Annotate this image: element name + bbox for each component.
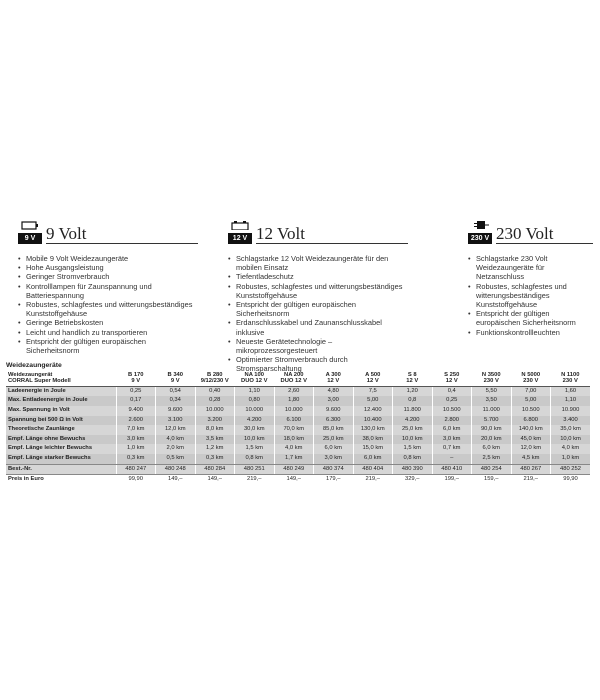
table-cell: 4.200	[393, 416, 433, 426]
table-cell: 1,20	[393, 386, 433, 396]
table-cell: 12.400	[353, 406, 393, 416]
table-cell: 45,0 km	[511, 435, 551, 445]
table-cell: 10,0 km	[393, 435, 433, 445]
model-name: B 340	[167, 372, 183, 378]
voltage-tag: 12 V	[228, 233, 252, 244]
table-cell: 480 251	[235, 464, 275, 475]
table-cell: 0,17	[116, 396, 156, 406]
list-item: • Hohe Ausgangsleistung	[18, 263, 198, 272]
table-cell: 2,60	[274, 386, 314, 396]
feature-list	[18, 254, 198, 355]
model-name: N 3500	[481, 372, 501, 378]
table-cell: 480 267	[511, 464, 551, 475]
table-cell: 70,0 km	[274, 425, 314, 435]
model-name: NA 100	[244, 372, 264, 378]
table-cell: 0,40	[195, 386, 235, 396]
table-row	[6, 435, 590, 445]
table-cell: 12,0 km	[156, 425, 196, 435]
model-name: N 1100	[561, 372, 580, 378]
table-cell: 10.000	[235, 406, 275, 416]
table-row	[6, 444, 590, 454]
list-item: • Entspricht der gültigen europäischen Sicherheitsnorm	[468, 309, 593, 327]
table-cell: 10.900	[551, 406, 591, 416]
table-cell: 4,0 km	[551, 444, 591, 454]
table-cell: 4.200	[235, 416, 275, 426]
table-row	[6, 475, 590, 485]
header-label	[6, 371, 116, 386]
table-cell: 130,0 km	[353, 425, 393, 435]
model-voltage: 9 V	[131, 378, 141, 385]
table-cell: 0,80	[235, 396, 275, 406]
table-cell: 20,0 km	[472, 435, 512, 445]
table-cell: 0,3 km	[116, 454, 156, 464]
plug-icon	[468, 218, 492, 244]
table-cell: 149,–	[274, 475, 314, 485]
table-cell: 10.000	[274, 406, 314, 416]
table-row	[6, 396, 590, 406]
table-cell: 140,0 km	[511, 425, 551, 435]
table-cell: 0,8 km	[393, 454, 433, 464]
table-cell: 2,0 km	[156, 444, 196, 454]
table-cell: 149,–	[156, 475, 196, 485]
model-voltage: 230 V	[562, 378, 578, 385]
list-item: • Kontrolllampen für Zaunspannung und Batteriespannung	[18, 282, 198, 300]
model-voltage: 12 V	[445, 378, 458, 385]
table-cell: 10.000	[195, 406, 235, 416]
list-item: • Schlagstarke 230 Volt Weidezaungeräte für Netzanschluss	[468, 254, 593, 282]
list-item: • Geringer Stromverbrauch	[18, 272, 198, 281]
model-header	[551, 371, 591, 386]
table-cell: 3,0 km	[116, 435, 156, 445]
table-cell: 10.400	[353, 416, 393, 426]
table-cell: 10.500	[511, 406, 551, 416]
table-cell: 11.800	[393, 406, 433, 416]
table-cell: 1,7 km	[274, 454, 314, 464]
table-cell: 15,0 km	[353, 444, 393, 454]
model-name: N 5000	[521, 372, 541, 378]
model-name: NA 200	[284, 372, 304, 378]
table-cell: 90,0 km	[472, 425, 512, 435]
row-label: Empf. Länge starker Bewuchs	[6, 454, 116, 464]
column-header	[228, 214, 408, 244]
header-label-line: Weidezaungerät	[8, 372, 53, 378]
model-name: B 170	[128, 372, 144, 378]
table-cell: 480 254	[472, 464, 512, 475]
table-cell: 1,0 km	[116, 444, 156, 454]
table-cell: 25,0 km	[314, 435, 354, 445]
list-item: • Schlagstarke 12 Volt Weidezaungeräte für den mobilen Einsatz	[228, 254, 408, 272]
model-name: A 300	[325, 372, 341, 378]
model-name: S 250	[444, 372, 460, 378]
table-cell: 0,3 km	[195, 454, 235, 464]
table-cell: 6.800	[511, 416, 551, 426]
model-header	[235, 371, 275, 386]
model-voltage: 9/12/230 V	[200, 378, 229, 385]
model-header	[314, 371, 354, 386]
table-cell: 35,0 km	[551, 425, 591, 435]
row-label: Preis in Euro	[8, 476, 44, 483]
table-cell: 179,–	[314, 475, 354, 485]
table-cell: 5.700	[472, 416, 512, 426]
car-battery-icon	[228, 218, 252, 244]
column-header	[18, 214, 198, 244]
model-name: A 500	[365, 372, 381, 378]
column-230-volt	[468, 214, 593, 337]
model-voltage: 12 V	[327, 378, 340, 385]
table-cell: 480 249	[274, 464, 314, 475]
table-cell: 1,10	[235, 386, 275, 396]
table-cell: 2.800	[432, 416, 472, 426]
table-cell: 6.100	[274, 416, 314, 426]
table-cell: 0,25	[116, 386, 156, 396]
table-cell: 9.600	[156, 406, 196, 416]
column-title: 230 Volt	[496, 225, 593, 244]
table-cell: 5,00	[511, 396, 551, 406]
model-voltage: 230 V	[523, 378, 539, 385]
table-cell: 7,00	[511, 386, 551, 396]
list-item: • Optimierter Stromverbrauch durch Stromsparschaltung	[228, 355, 408, 373]
table-cell: 25,0 km	[393, 425, 433, 435]
table-row	[6, 416, 590, 426]
table-cell: 149,–	[195, 475, 235, 485]
row-label: Empf. Länge ohne Bewuchs	[6, 435, 116, 445]
table-cell: 4,80	[314, 386, 354, 396]
header-label-line: CORRAL Super Modell	[8, 378, 71, 385]
model-header	[156, 371, 196, 386]
table-cell: 480 248	[156, 464, 196, 475]
row-label: Best.-Nr.	[6, 464, 116, 475]
table-header-row	[6, 371, 590, 386]
model-header	[353, 371, 393, 386]
table-cell: 3,5 km	[195, 435, 235, 445]
model-header	[472, 371, 512, 386]
row-label: Ladeenergie in Joule	[6, 386, 116, 396]
list-item: • Leicht und handlich zu transportieren	[18, 328, 198, 337]
table-cell: –	[432, 454, 472, 464]
table-cell: 1,5 km	[235, 444, 275, 454]
table-cell: 480 252	[551, 464, 591, 475]
table-cell: 7,0 km	[116, 425, 156, 435]
table-cell: 6,0 km	[472, 444, 512, 454]
voltage-tag: 9 V	[18, 233, 42, 244]
table-row	[6, 386, 590, 396]
row-label: Spannung bei 500 Ω in Volt	[6, 416, 116, 426]
table-cell: 0,8	[393, 396, 433, 406]
table-cell: 5,50	[472, 386, 512, 396]
table-cell: 85,0 km	[314, 425, 354, 435]
table-row	[6, 425, 590, 435]
table-cell: 4,0 km	[156, 435, 196, 445]
table-cell: 9.400	[116, 406, 156, 416]
table-cell: 99,90	[551, 475, 591, 485]
table-cell: 0,25	[432, 396, 472, 406]
list-item: • Tiefentladeschutz	[228, 272, 408, 281]
table-cell: 3,0 km	[432, 435, 472, 445]
table-cell: 1,10	[551, 396, 591, 406]
table-cell: 30,0 km	[235, 425, 275, 435]
table-cell: 9.600	[314, 406, 354, 416]
table-cell: 1,0 km	[551, 454, 591, 464]
list-item: • Robustes, schlagfestes und witterungsbeständiges Kunststoffgehäuse	[468, 282, 593, 310]
table-cell: 18,0 km	[274, 435, 314, 445]
table-cell: 0,7 km	[432, 444, 472, 454]
table-body	[6, 386, 590, 484]
table-cell: 99,90	[116, 475, 156, 485]
column-title: 9 Volt	[46, 225, 198, 244]
list-item: • Robustes, schlagfestes und witterungsbeständiges Kunststoffgehäuse	[18, 300, 198, 318]
table-cell: 10.500	[432, 406, 472, 416]
table-cell: 480 404	[353, 464, 393, 475]
table-cell: 1,2 km	[195, 444, 235, 454]
model-voltage: 12 V	[406, 378, 419, 385]
table-cell: 4,0 km	[274, 444, 314, 454]
model-voltage: 230 V	[483, 378, 499, 385]
table-cell: 6,0 km	[314, 444, 354, 454]
table-cell: 3.400	[551, 416, 591, 426]
column-title: 12 Volt	[256, 225, 408, 244]
table-cell: 6,0 km	[432, 425, 472, 435]
table-cell: 2.600	[116, 416, 156, 426]
model-header	[116, 371, 156, 386]
list-item: • Erdanschlusskabel und Zaunanschlusskabel inklusive	[228, 318, 408, 336]
table-cell: 3.100	[156, 416, 196, 426]
table-cell: 0,8 km	[235, 454, 275, 464]
column-header	[468, 214, 593, 244]
table-cell: 6.300	[314, 416, 354, 426]
table-cell: 8,0 km	[195, 425, 235, 435]
table-row	[6, 406, 590, 416]
table-cell: 199,–	[432, 475, 472, 485]
table-cell: 3,00	[314, 396, 354, 406]
table-cell: 3.200	[195, 416, 235, 426]
spec-table-section	[6, 362, 590, 485]
table-caption: Weidezaungeräte	[6, 362, 62, 369]
table-cell: 480 390	[393, 464, 433, 475]
table-cell: 219,–	[353, 475, 393, 485]
table-cell: 12,0 km	[511, 444, 551, 454]
table-cell: 1,5 km	[393, 444, 433, 454]
list-item: • Entspricht der gültigen europäischen Sicherheitsnorm	[228, 300, 408, 318]
row-label: Max. Entladeenergie in Joule	[6, 396, 116, 406]
table-cell: 219,–	[511, 475, 551, 485]
table-cell: 10,0 km	[551, 435, 591, 445]
model-name: B 280	[207, 372, 223, 378]
model-voltage: 9 V	[170, 378, 180, 385]
list-item: • Funktionskontrollleuchten	[468, 328, 593, 337]
table-cell: 4,5 km	[511, 454, 551, 464]
list-item: • Mobile 9 Volt Weidezaungeräte	[18, 254, 198, 263]
row-label: Theoretische Zaunlänge	[6, 425, 116, 435]
feature-list	[228, 254, 408, 374]
battery-icon	[18, 218, 42, 244]
table-cell: 0,54	[156, 386, 196, 396]
model-header	[393, 371, 433, 386]
feature-list	[468, 254, 593, 337]
row-label: Max. Spannung in Volt	[6, 406, 116, 416]
model-voltage: DUO 12 V	[280, 378, 307, 385]
table-cell: 7,5	[353, 386, 393, 396]
model-voltage: 12 V	[366, 378, 379, 385]
table-cell: 219,–	[235, 475, 275, 485]
table-cell: 3,0 km	[314, 454, 354, 464]
table-cell: 480 284	[195, 464, 235, 475]
model-header	[432, 371, 472, 386]
table-cell: 0,4	[432, 386, 472, 396]
spec-table	[6, 371, 590, 485]
model-voltage: DUO 12 V	[241, 378, 268, 385]
table-cell: 0,34	[156, 396, 196, 406]
table-row	[6, 454, 590, 464]
table-cell: 1,60	[551, 386, 591, 396]
table-cell: 5,00	[353, 396, 393, 406]
model-name: S 8	[407, 372, 417, 378]
model-header	[511, 371, 551, 386]
list-item: • Neueste Gerätetechnologie – mikroprozessorgesteuert	[228, 337, 408, 355]
table-cell: 38,0 km	[353, 435, 393, 445]
table-cell: 3,50	[472, 396, 512, 406]
table-cell: 1,80	[274, 396, 314, 406]
table-cell: 329,–	[393, 475, 433, 485]
table-cell: 11.000	[472, 406, 512, 416]
column-12-volt	[228, 214, 408, 374]
table-cell: 0,5 km	[156, 454, 196, 464]
voltage-tag: 230 V	[468, 233, 492, 244]
table-cell: 6,0 km	[353, 454, 393, 464]
table-cell: 480 374	[314, 464, 354, 475]
table-cell: 2,5 km	[472, 454, 512, 464]
list-item: • Robustes, schlagfestes und witterungsbeständiges Kunststoffgehäuse	[228, 282, 408, 300]
list-item: • Entspricht der gültigen europäischen Sicherheitsnorm	[18, 337, 198, 355]
table-cell: 480 247	[116, 464, 156, 475]
model-header	[274, 371, 314, 386]
table-cell: 480 410	[432, 464, 472, 475]
row-label: Empf. Länge leichter Bewuchs	[6, 444, 116, 454]
table-cell: 159,–	[472, 475, 512, 485]
table-row	[6, 464, 590, 475]
column-9-volt	[18, 214, 198, 355]
list-item: • Geringe Betriebskosten	[18, 318, 198, 327]
table-cell: 10,0 km	[235, 435, 275, 445]
model-header	[195, 371, 235, 386]
table-cell: 0,28	[195, 396, 235, 406]
